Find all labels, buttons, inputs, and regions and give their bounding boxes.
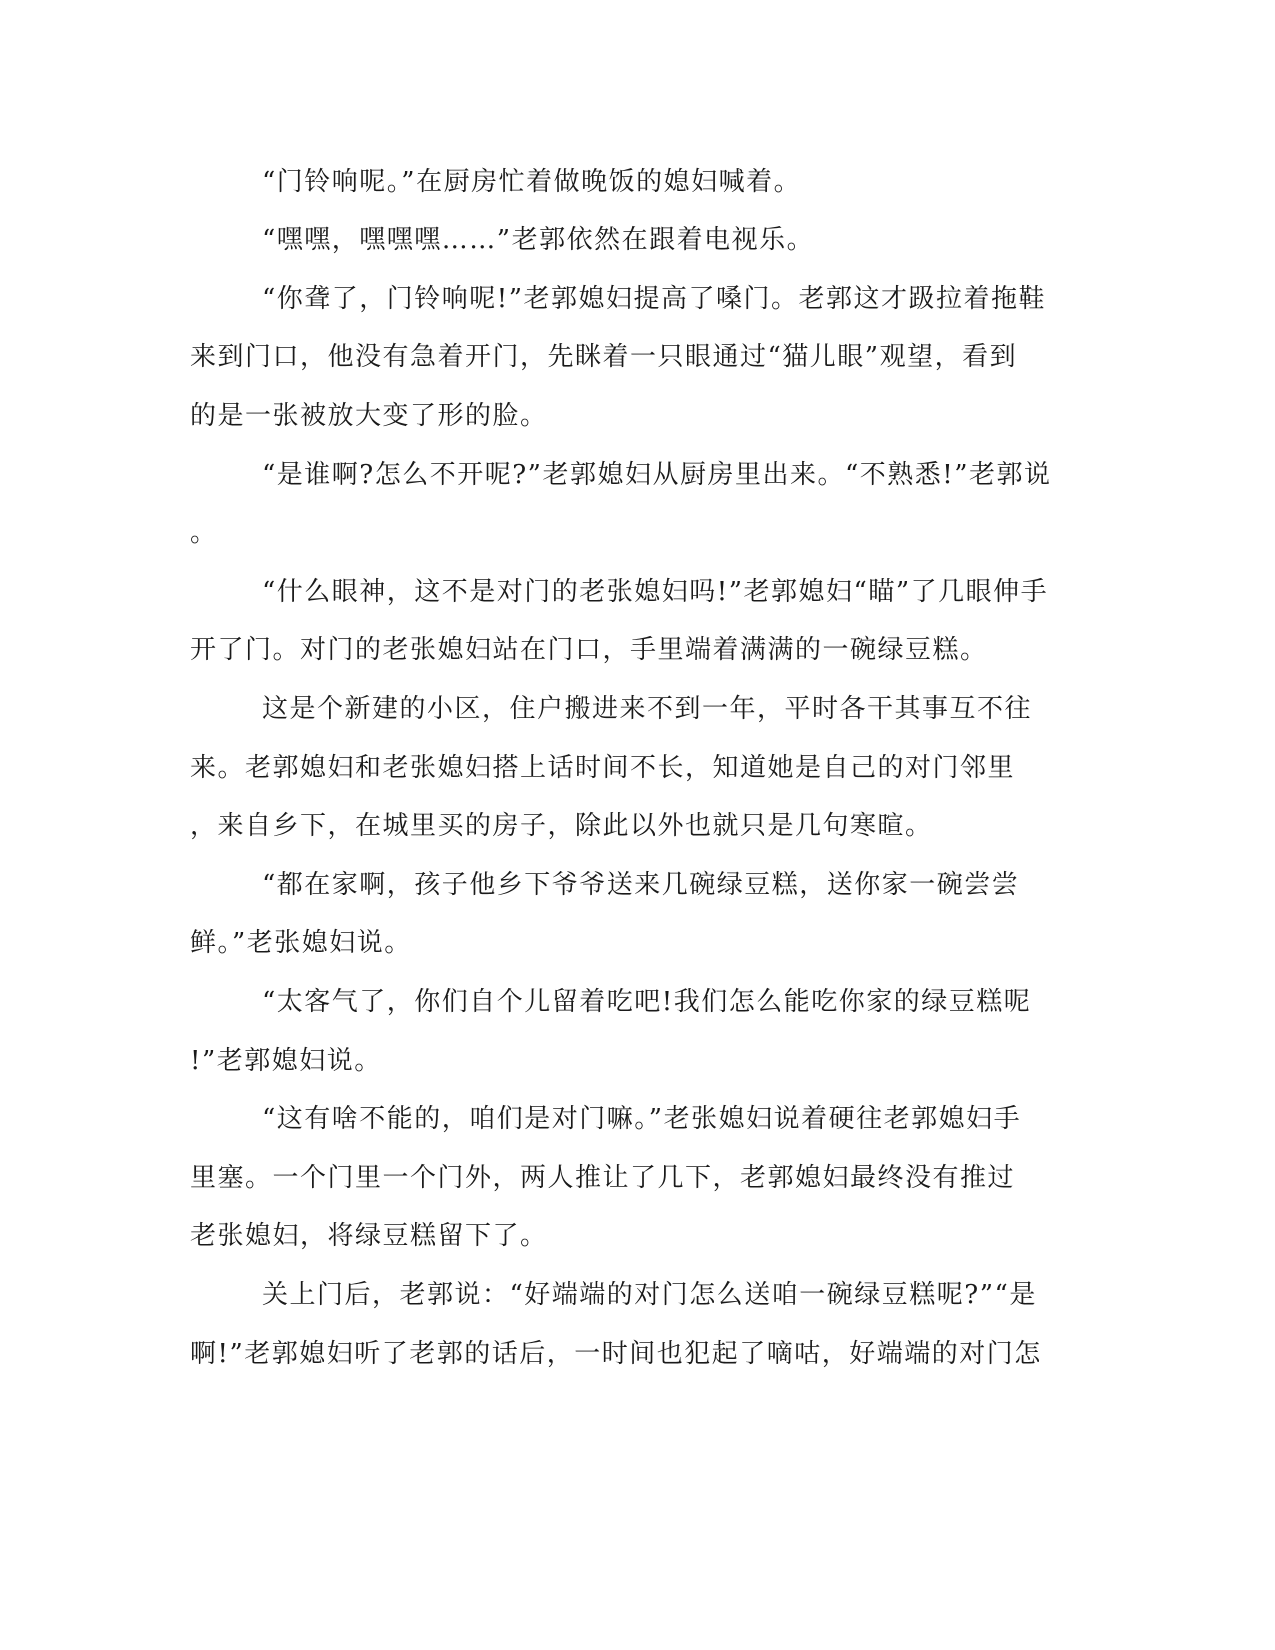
text-line: ，来自乡下，在城里买的房子，除此以外也就只是几句寒暄。 xyxy=(190,811,933,841)
text-line: 开了门。对门的老张媳妇站在门口，手里端着满满的一碗绿豆糕。 xyxy=(190,635,988,665)
text-line: “门铃响呢。”在厨房忙着做晚饭的媳妇喊着。 xyxy=(262,167,802,197)
text-line: “太客气了，你们自个儿留着吃吧!我们怎么能吃你家的绿豆糕呢 xyxy=(262,987,1032,1017)
text-line: “你聋了，门铃响呢!”老郭媳妇提高了嗓门。老郭这才趿拉着拖鞋 xyxy=(262,284,1047,314)
text-line: 的是一张被放大变了形的脸。 xyxy=(190,401,548,431)
text-line: “什么眼神，这不是对门的老张媳妇吗!”老郭媳妇“瞄”了几眼伸手 xyxy=(262,577,1049,607)
text-line: 里塞。一个门里一个门外，两人推让了几下，老郭媳妇最终没有推过 xyxy=(190,1163,1016,1193)
text-line: “是谁啊?怎么不开呢?”老郭媳妇从厨房里出来。“不熟悉!”老郭说 xyxy=(262,460,1052,490)
text-line: !”老郭媳妇说。 xyxy=(190,1046,382,1076)
text-line: 鲜。”老张媳妇说。 xyxy=(190,928,412,958)
text-line: “这有啥不能的，咱们是对门嘛。”老张媳妇说着硬往老郭媳妇手 xyxy=(262,1104,1022,1134)
text-line: 老张媳妇，将绿豆糕留下了。 xyxy=(190,1221,548,1251)
text-line: “嘿嘿，嘿嘿嘿……”老郭依然在跟着电视乐。 xyxy=(262,225,815,255)
text-line: 。 xyxy=(190,518,218,548)
text-line: “都在家啊，孩子他乡下爷爷送来几碗绿豆糕，送你家一碗尝尝 xyxy=(262,870,1020,900)
text-line: 这是个新建的小区，住户搬进来不到一年，平时各干其事互不往 xyxy=(262,694,1033,724)
text-line: 来到门口，他没有急着开门，先眯着一只眼通过“猫儿眼”观望，看到 xyxy=(190,342,1018,372)
text-line: 啊!”老郭媳妇听了老郭的话后，一时间也犯起了嘀咕，好端端的对门怎 xyxy=(190,1339,1042,1369)
text-line: 来。老郭媳妇和老张媳妇搭上话时间不长，知道她是自己的对门邻里 xyxy=(190,753,1016,783)
text-line: 关上门后，老郭说：“好端端的对门怎么送咱一碗绿豆糕呢?”“是 xyxy=(262,1280,1037,1310)
